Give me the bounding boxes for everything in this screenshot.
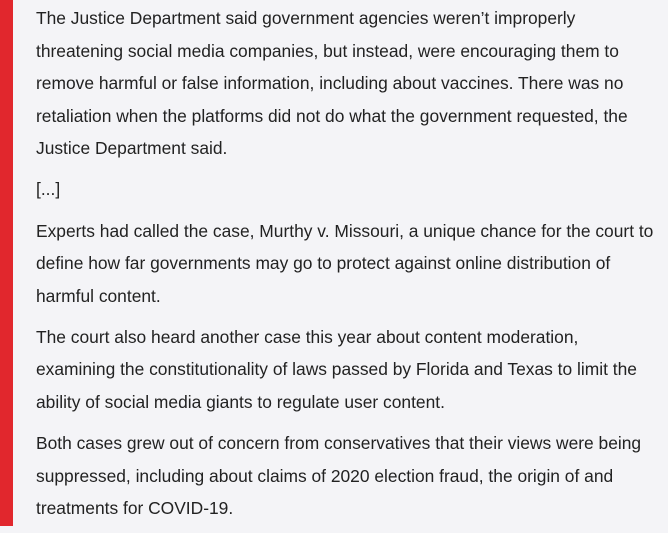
quote-paragraph: The court also heard another case this year about content moderation, examining the constitutionality of laws passed by Florida and Texas to limit the ability of social media giants to regulate user content.: [36, 326, 637, 413]
quote-paragraph: Both cases grew out of concern from conservatives that their views were being suppressed, including about claims of 2020 election fraud, the origin of and treatments for COVID-19.: [36, 433, 642, 519]
quote-paragraph: Experts had called the case, Murthy v. Missouri, a unique chance for the court to define how far governments may go to protect against online distribution of harmful content.: [36, 220, 654, 306]
quote-paragraph: The Justice Department said government agencies weren’t improperly threatening social media companies, but instead, were encouraging them to remove harmful or false information, including about vaccines. There was no retaliation when the platforms did not do what the government requested, the Justice Department said.: [36, 8, 628, 159]
blockquote-accent-bar: [0, 0, 13, 526]
quote-ellipsis: [...]: [36, 179, 61, 200]
blockquote: [36, 2, 656, 533]
